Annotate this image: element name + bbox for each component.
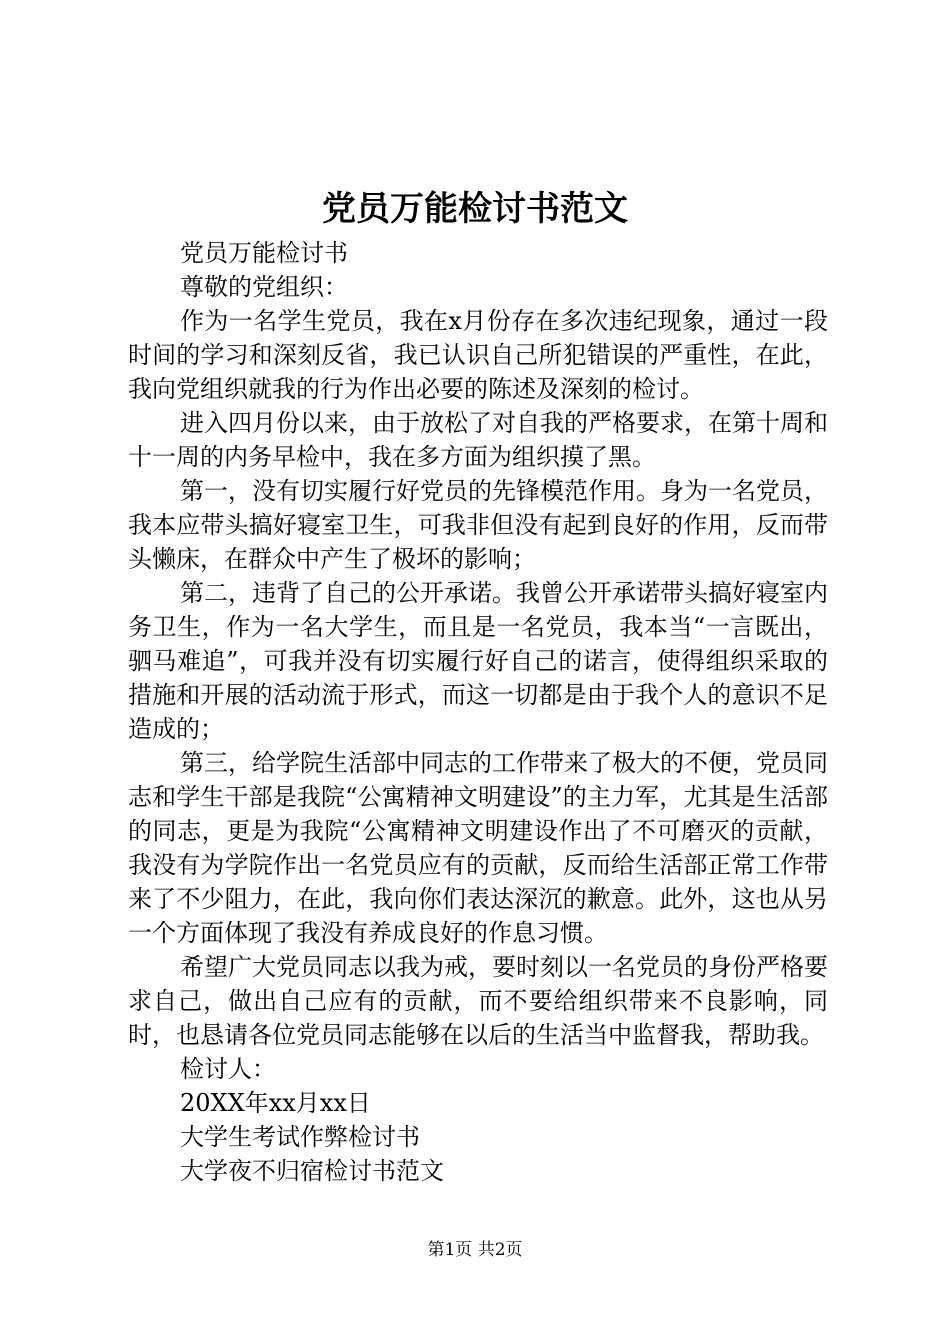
paragraph-hope: 希望广大党员同志以我为戒，要时刻以一名党员的身份严格要求自己，做出自己应有的贡献，而不要给组织带来不良影响，同时，也恳请各位党员同志能够在以后的生活当中监督我，帮助我。: [128, 953, 828, 1049]
paragraph-first: 第一，没有切实履行好党员的先锋模范作用。身为一名党员，我本应带头搞好寝室卫生，可我非但没有起到良好的作用，反而带头懒床，在群众中产生了极坏的影响；: [128, 477, 828, 573]
paragraph-second: 第二，违背了自己的公开承诺。我曾公开承诺带头搞好寝室内务卫生，作为一名大学生，而且是一名党员，我本当“一言既出，驷马难追”，可我并没有切实履行好自己的诺言，使得组织采取的措施和开展的活动流于形式，而这一切都是由于我个人的意识不足造成的；: [128, 579, 828, 743]
paragraph-third: 第三，给学院生活部中同志的工作带来了极大的不便，党员同志和学生干部是我院“公寓精神文明建设”的主力军，尤其是生活部的同志，更是为我院“公寓精神文明建设作出了不可磨灭的贡献，我没有为学院作出一名党员应有的贡献，反而给生活部正常工作带来了不少阻力，在此，我向你们表达深沉的歉意。此外，这也从另一个方面体现了我没有养成良好的作息习惯。: [128, 749, 828, 947]
related-link-staying-out: 大学夜不归宿检讨书范文: [180, 1157, 444, 1185]
signature-label: 检讨人：: [180, 1055, 276, 1083]
related-link-exam-cheating: 大学生考试作弊检讨书: [180, 1123, 420, 1151]
document-body: [128, 236, 828, 1188]
page-footer: 第1页 共2页: [427, 1240, 523, 1260]
paragraph-april: 进入四月份以来，由于放松了对自我的严格要求，在第十周和十一周的内务早检中，我在多方面为组织摸了黑。: [128, 409, 828, 471]
document-title: 党员万能检讨书范文: [322, 189, 628, 229]
paragraph-heading: 党员万能检讨书: [180, 239, 348, 267]
paragraph-salutation: 尊敬的党组织：: [180, 273, 348, 301]
signature-date: 20XX年xx月xx日: [180, 1089, 371, 1117]
paragraph-intro: 作为一名学生党员，我在x月份存在多次违纪现象，通过一段时间的学习和深刻反省，我已认识自己所犯错误的严重性，在此，我向党组织就我的行为作出必要的陈述及深刻的检讨。: [128, 307, 828, 403]
